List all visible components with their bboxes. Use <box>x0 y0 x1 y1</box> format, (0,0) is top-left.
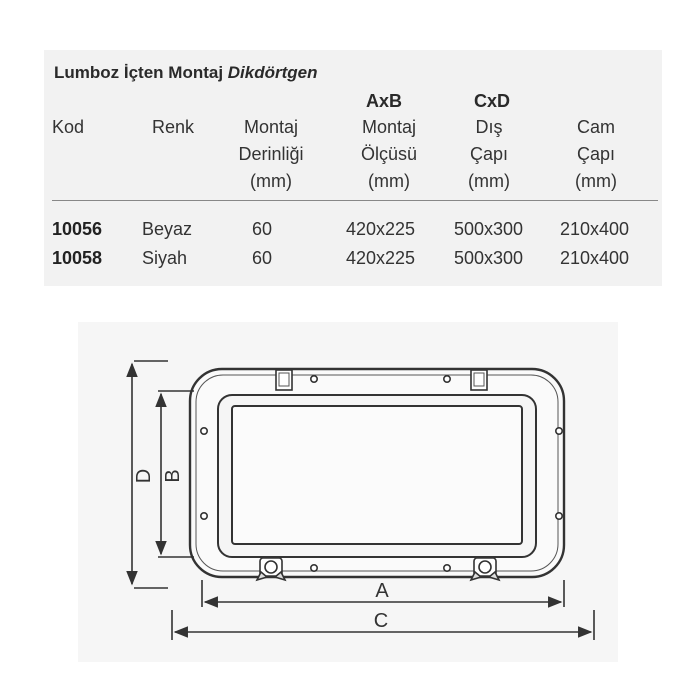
col-header-line: Dış <box>475 117 503 137</box>
col-header-line: (mm) <box>368 171 410 191</box>
label-b: B <box>162 469 184 483</box>
cell-dis: 500x300 <box>454 248 524 268</box>
col-header-line: Ölçüsü <box>360 144 418 164</box>
latch-right <box>471 558 499 580</box>
cell-montaj: 420x225 <box>346 248 416 268</box>
col-header-line: Çapı <box>469 144 509 164</box>
cell-dis: 500x300 <box>454 219 524 239</box>
cell-derinlik: 60 <box>252 219 273 239</box>
col-header-line: Montaj <box>361 117 417 137</box>
col-header-line: Cam <box>576 117 615 137</box>
label-d: D <box>133 468 155 484</box>
header-divider <box>52 200 658 201</box>
col-header-line: (mm) <box>250 171 292 191</box>
col-header-line: (mm) <box>575 171 617 191</box>
glass-pane <box>232 406 522 544</box>
cell-kod: 10056 <box>52 219 103 239</box>
col-header-dis-capi <box>449 114 529 195</box>
col-header-montaj-derinligi <box>216 114 326 195</box>
cell-cam: 210x400 <box>560 248 630 268</box>
cell-renk: Beyaz <box>142 219 193 239</box>
group-header-axb: AxB <box>366 91 403 111</box>
cell-cam: 210x400 <box>560 219 630 239</box>
col-header-line: Derinliği <box>238 144 304 164</box>
cell-montaj: 420x225 <box>346 219 416 239</box>
spec-table <box>44 50 662 286</box>
col-header-line: Çapı <box>576 144 616 164</box>
label-c: C <box>373 610 389 632</box>
hinge-right <box>471 370 487 390</box>
porthole-diagram <box>78 322 618 662</box>
title-italic: Dikdörtgen <box>227 63 318 82</box>
latch-left <box>257 558 285 580</box>
cell-kod: 10058 <box>52 248 103 268</box>
cell-renk: Siyah <box>142 248 188 268</box>
col-header-renk: Renk <box>152 117 195 137</box>
cell-derinlik: 60 <box>252 248 273 268</box>
col-header-kod: Kod <box>52 117 85 137</box>
page-title <box>54 63 318 83</box>
col-header-line: (mm) <box>468 171 510 191</box>
label-a: A <box>375 580 389 602</box>
porthole-drawing <box>78 322 618 662</box>
hinge-left <box>276 370 292 390</box>
title-main: Lumboz İçten Montaj <box>54 63 224 82</box>
col-header-montaj-olcusu <box>334 114 444 195</box>
col-header-cam-capi <box>556 114 636 195</box>
group-header-cxd: CxD <box>474 91 511 111</box>
col-header-line: Montaj <box>243 117 299 137</box>
